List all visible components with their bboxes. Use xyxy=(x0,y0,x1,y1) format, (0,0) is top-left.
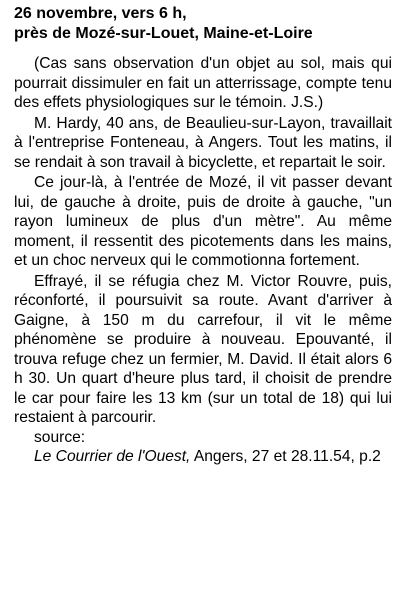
document-heading xyxy=(14,4,392,44)
source-label: source: xyxy=(34,428,86,446)
paragraph-refuge: Effrayé, il se réfugia chez M. Victor Rouvre, puis, réconforté, il poursuivit sa route. Avant d'arriver à Gaigne, à 150 m du carrefour, il vit le même phénomène se produire à nouveau. Epouvanté, il trouva refuge chez un fermier, M. David. Il était alors 6 h 30. Un quart d'heure plus tard, il choisit de prendre le car pour faire les 13 km (sur un total de 18) qui lui restaient à parcourir. xyxy=(14,272,392,426)
paragraph-observation: Ce jour-là, à l'entrée de Mozé, il vit passer devant lui, de gauche à droite, puis de droite à gauche, "un rayon lumineux de plus d'un mètre". Au même moment, il ressentit des picotements dans les mains, et un choc nerveux qui le commotionna fortement. xyxy=(14,174,392,269)
paragraph-witness: M. Hardy, 40 ans, de Beaulieu-sur-Layon, travaillait à l'entreprise Fonteneau, à Angers. Tout les matins, il se rendait à son travail à bicyclette, et repartait le soir. xyxy=(14,114,392,171)
heading-location: près de Mozé-sur-Louet, Maine-et-Loire xyxy=(14,25,313,42)
source-publication: Le Courrier de l'Ouest, xyxy=(34,448,191,465)
source-citation xyxy=(14,447,392,467)
paragraph-note: (Cas sans observation d'un objet au sol, mais qui pourrait dissimuler en fait un atterrissage, compte tenu des effets physiologiques sur le témoin. J.S.) xyxy=(14,55,392,111)
heading-date: 26 novembre, vers 6 h, xyxy=(14,5,187,22)
source-details: Angers, 27 et 28.11.54, p.2 xyxy=(190,448,381,465)
